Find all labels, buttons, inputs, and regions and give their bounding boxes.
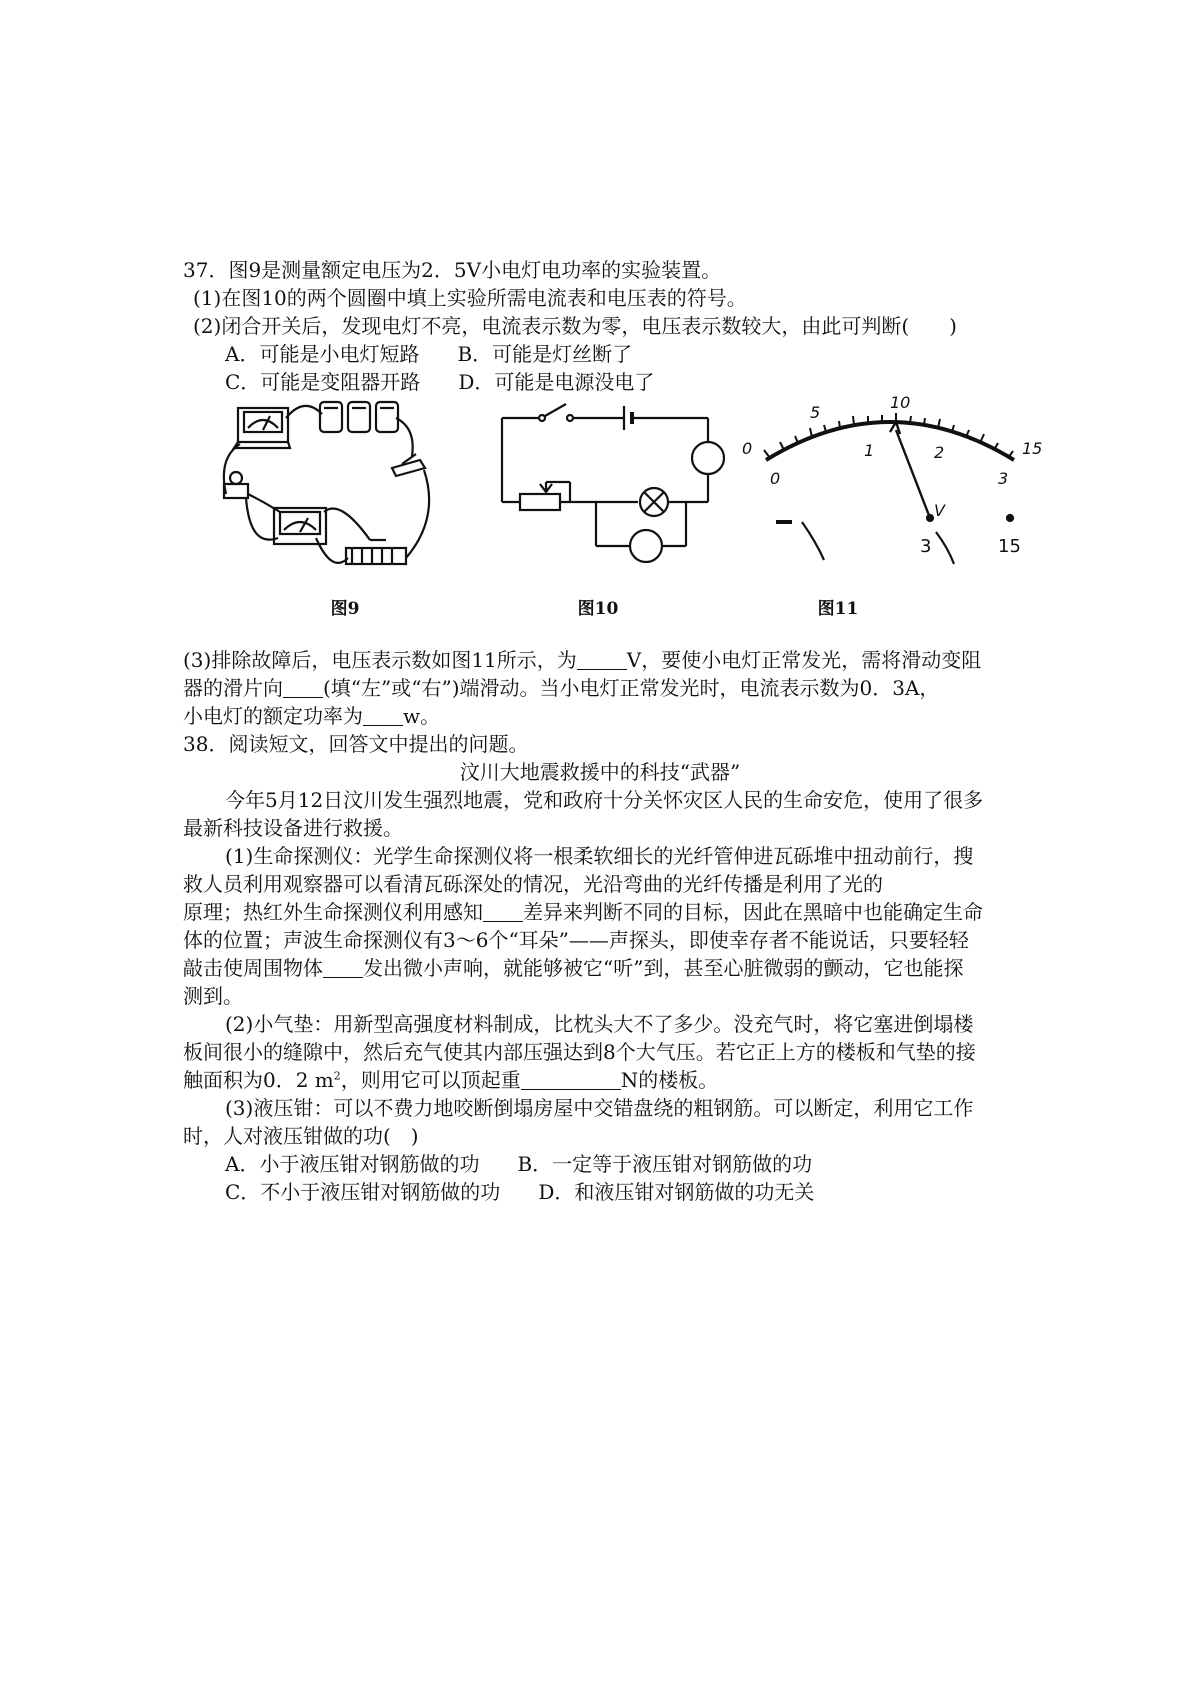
q37-part3-line3 <box>183 702 440 730</box>
q38-option-c: C．不小于液压钳对钢筋做的功 <box>225 1180 501 1204</box>
q38-p1-text-5b: 发出微小声响，就能够被它“听”到，甚至心脏微弱的颤动，它也能探 <box>363 956 964 980</box>
fig10-circuit-diagram <box>496 398 736 588</box>
q38-p1-line1: (1)生命探测仪：光学生命探测仪将一根柔软细长的光纤管伸进瓦砾堆中扭动前行，搜 <box>225 844 974 868</box>
q38-p2-line1: (2)小气垫：用新型高强度材料制成，比枕头大不了多少。没充气时，将它塞进倒塌楼 <box>225 1012 974 1036</box>
fig9-caption: 图9 <box>330 599 360 619</box>
q37-option-a: A．可能是小电灯短路 <box>225 342 420 366</box>
dial-upper-0: 0 <box>742 439 753 458</box>
q38-options-row1 <box>225 1150 812 1178</box>
q37-part3-text-e: 小电灯的额定功率为 <box>183 704 363 728</box>
q38-p1-text-3b: 差异来判断不同的目标，因此在黑暗中也能确定生命 <box>523 900 983 924</box>
q38-option-d: D．和液压钳对钢筋做的功无关 <box>538 1180 815 1204</box>
q37-part3-line1 <box>183 646 981 674</box>
q38-option-a: A．小于液压钳对钢筋做的功 <box>225 1152 480 1176</box>
fig9-apparatus-drawing <box>220 398 470 588</box>
q37-part3-text-f: w。 <box>403 704 441 728</box>
answer-blank-vibration[interactable] <box>323 957 363 978</box>
q38-p2-superscript: 2 <box>333 1069 341 1083</box>
q38-p2-text-3a: 触面积为0．2 m <box>183 1068 334 1092</box>
fig10-caption: 图10 <box>577 599 619 619</box>
q37-option-d: D．可能是电源没电了 <box>458 370 655 394</box>
dial-unit: V <box>934 501 945 520</box>
q37-part2: (2)闭合开关后，发现电灯不亮，电流表示数为零，电压表示数较大，由此可判断( ) <box>193 314 957 338</box>
dial-upper-15: 15 <box>1022 439 1043 458</box>
q38-option-b: B．一定等于液压钳对钢筋做的功 <box>517 1152 813 1176</box>
q38-p2-line3 <box>183 1066 718 1094</box>
fig11-caption: 图11 <box>817 599 859 619</box>
figures-row <box>220 393 1043 620</box>
answer-blank-infrared[interactable] <box>483 901 523 922</box>
q38-intro-line1: 今年5月12日汶川发生强烈地震，党和政府十分关怀灾区人民的生命安危，使用了很多 <box>225 788 984 812</box>
q38-p1-line2: 救人员利用观察器可以看清瓦砾深处的情况，光沿弯曲的光纤传播是利用了光的 <box>183 872 883 896</box>
q37-part3-text-b: V，要使小电灯正常发光，需将滑动变阻 <box>626 648 982 672</box>
answer-blank-power[interactable] <box>363 705 403 726</box>
q37-part3-text-a: (3)排除故障后，电压表示数如图11所示，为 <box>183 648 577 672</box>
q37-option-c: C．可能是变阻器开路 <box>225 370 421 394</box>
q38-p2-text-3b: ，则用它可以顶起重 <box>340 1068 521 1092</box>
answer-blank-voltage[interactable] <box>577 649 627 670</box>
q38-p1-line5 <box>183 954 963 982</box>
q38-options-row2 <box>225 1178 814 1206</box>
q38-p1-text-3a: 原理；热红外生命探测仪利用感知 <box>183 900 483 924</box>
terminal-15-label: 15 <box>998 536 1021 557</box>
q37-part1: (1)在图10的两个圆圈中填上实验所需电流表和电压表的符号。 <box>193 286 747 310</box>
q37-option-b: B．可能是灯丝断了 <box>457 342 633 366</box>
dial-upper-10: 10 <box>890 393 911 412</box>
fig11-voltmeter-dial <box>740 392 1050 592</box>
q38-p2-text-3c: N的楼板。 <box>620 1068 719 1092</box>
q37-part3-text-c: 器的滑片向 <box>183 676 283 700</box>
q37-part3-text-d: (填“左”或“右”)端滑动。当小电灯正常发光时，电流表示数为0．3A， <box>323 676 940 700</box>
terminal-3-label: 3 <box>920 536 932 557</box>
q38-p1-line4: 体的位置；声波生命探测仪有3～6个“耳朵”——声探头，即使幸存者不能说话，只要轻轻 <box>183 928 969 952</box>
q38-p3-line1: (3)液压钳：可以不费力地咬断倒塌房屋中交错盘绕的粗钢筋。可以断定，利用它工作 <box>225 1096 974 1120</box>
answer-blank-direction[interactable] <box>283 677 323 698</box>
q37-options-row2 <box>225 368 654 396</box>
q38-intro-line2: 最新科技设备进行救援。 <box>183 816 403 840</box>
q37-stem: 37．图9是测量额定电压为2．5V小电灯电功率的实验装置。 <box>183 258 722 282</box>
dial-upper-5: 5 <box>810 403 821 422</box>
answer-blank-weight[interactable] <box>521 1069 621 1090</box>
q38-article-title: 汶川大地震救援中的科技“武器” <box>459 760 741 784</box>
q38-p1-line6: 测到。 <box>183 984 243 1008</box>
q37-options-row1 <box>225 340 632 368</box>
q37-part3-line2 <box>183 674 939 702</box>
dial-lower-3: 3 <box>998 469 1009 488</box>
dial-lower-1: 1 <box>864 441 875 460</box>
dial-lower-2: 2 <box>934 443 945 462</box>
dial-lower-0: 0 <box>770 469 781 488</box>
q38-stem: 38．阅读短文，回答文中提出的问题。 <box>183 732 529 756</box>
q38-p1-line3 <box>183 898 983 926</box>
q38-p3-line2: 时，人对液压钳做的功( ) <box>183 1124 419 1148</box>
q38-p1-text-5a: 敲击使周围物体 <box>183 956 323 980</box>
q38-p2-line2: 板间很小的缝隙中，然后充气使其内部压强达到8个大气压。若它正上方的楼板和气垫的接 <box>183 1040 976 1064</box>
